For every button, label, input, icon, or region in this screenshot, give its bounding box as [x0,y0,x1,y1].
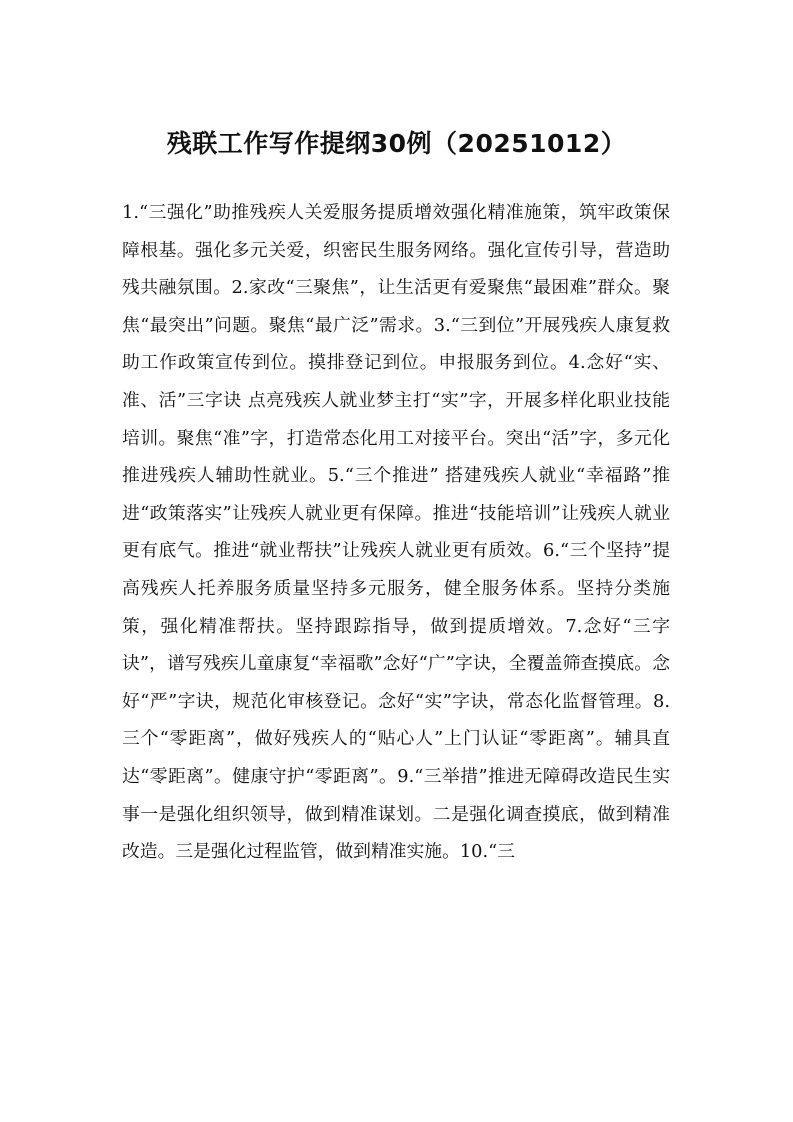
document-title: 残联工作写作提纲30例（20251012） [166,129,627,158]
document-body-paragraph: 1.“三强化”助推残疾人关爱服务提质增效强化精准施策，筑牢政策保障根基。强化多元关爱，织密民生服务网络。强化宣传引导，营造助残共融氛围。2.家改“三聚焦”，让生活更有爱聚焦“最困难”群众。聚焦“最突出”问题。聚焦“最广泛”需求。3.“三到位”开展残疾人康复救助工作政策宣传到位。摸排登记到位。申报服务到位。4.念好“实、准、活”三字诀 点亮残疾人就业梦主打“实”字，开展多样化职业技能培训。聚焦“准”字，打造常态化用工对接平台。突出“活”字，多元化推进残疾人辅助性就业。5.“三个推进” 搭建残疾人就业“幸福路”推进“政策落实”让残疾人就业更有保障。推进“技能培训”让残疾人就业更有底气。推进“就业帮扶”让残疾人就业更有质效。6.“三个坚持”提高残疾人托养服务质量坚持多元服务，健全服务体系。坚持分类施策，强化精准帮扶。坚持跟踪指导，做到提质增效。7.念好“三字诀”，谱写残疾儿童康复“幸福歌”念好“广”字诀，全覆盖筛查摸底。念好“严”字诀，规范化审核登记。念好“实”字诀，常态化监督管理。8.三个“零距离”，做好残疾人的“贴心人”上门认证“零距离”。辅具直达“零距离”。健康守护“零距离”。9.“三举措”推进无障碍改造民生实事一是强化组织领导，做到精准谋划。二是强化调查摸底，做到精准改造。三是强化过程监管，做到精准实施。10.“三 [122,202,670,863]
